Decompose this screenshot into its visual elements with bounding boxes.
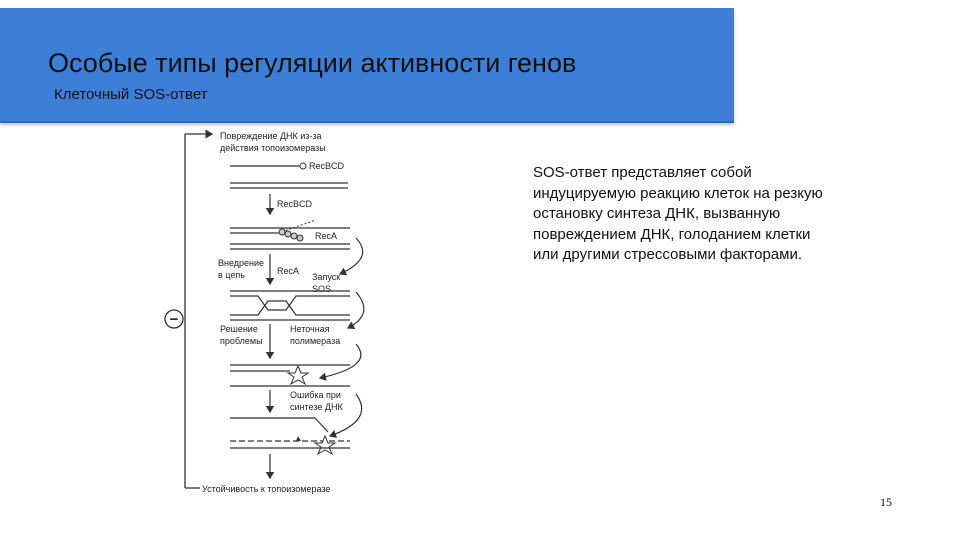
- label-sos-start-2: SOS: [312, 284, 332, 294]
- label-error-prone-2: полимераза: [290, 336, 341, 346]
- mutation-star-icon: [315, 436, 335, 454]
- curved-arrow-2: [348, 292, 364, 328]
- page-number: 15: [880, 495, 892, 509]
- feedback-loop: [165, 134, 212, 488]
- label-solve-1: Решение: [220, 324, 258, 334]
- sos-response-diagram: [160, 128, 380, 500]
- label-resistance: Устойчивость к топоизомеразе: [202, 484, 331, 494]
- label-error-prone-1: Неточная: [290, 324, 330, 334]
- label-sos-start-1: Запуск: [312, 272, 341, 282]
- description-text: SOS-ответ представляет собой индуцируемую реакцию клеток на резкую остановку синтеза ДНК, вызванную повреждением ДНК, голоданием клетки или другими стрессовыми факторами.: [533, 164, 823, 263]
- label-damage-2: действия топоизомеразы: [220, 143, 326, 153]
- curved-arrow-1: [340, 238, 363, 274]
- label-synthesis-error-1: Ошибка при: [290, 390, 341, 400]
- dna-step-3: [230, 291, 350, 320]
- label-reca: RecA: [315, 231, 338, 241]
- slide-title: Особые типы регуляции активности генов: [48, 48, 577, 78]
- label-synthesis-error-2: синтезе ДНК: [290, 402, 343, 412]
- label-reca-2: RecA: [277, 266, 300, 276]
- label-solve-2: проблемы: [220, 336, 263, 346]
- dna-step-5: [230, 418, 350, 454]
- curved-arrow-3: [320, 344, 361, 378]
- label-recbcd: RecBCD: [309, 161, 345, 171]
- curved-arrow-4: [330, 394, 362, 436]
- damage-star-icon: [288, 366, 308, 384]
- label-damage-1: Повреждение ДНК из-за: [220, 131, 322, 141]
- label-recbcd-step: RecBCD: [277, 199, 313, 209]
- slide-subtitle: Клеточный SOS-ответ: [54, 86, 208, 103]
- label-invasion-2: в цепь: [218, 270, 245, 280]
- inhibition-symbol: −: [169, 311, 179, 328]
- label-invasion-1: Внедрение: [218, 258, 265, 268]
